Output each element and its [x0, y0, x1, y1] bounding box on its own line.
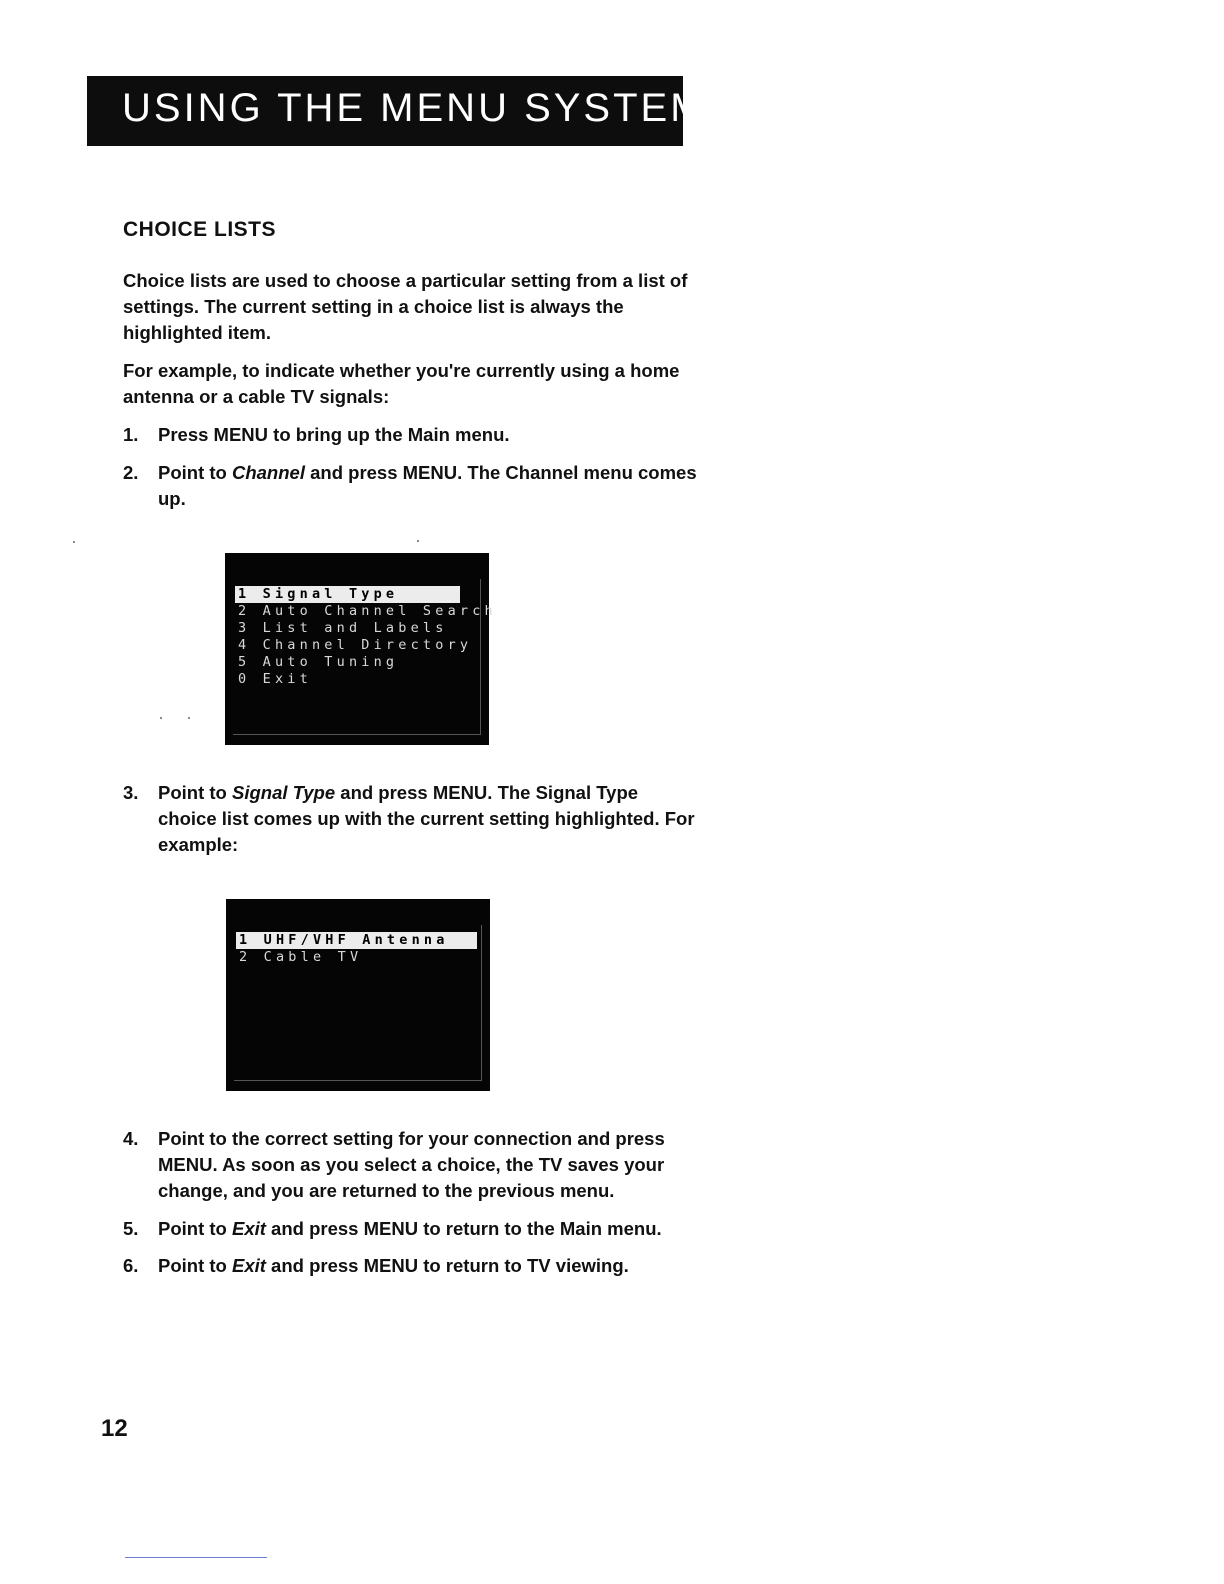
scan-speck	[417, 540, 419, 542]
menu-item-auto-channel-search: 2 Auto Channel Search	[238, 603, 497, 619]
step-number: 1.	[123, 424, 139, 445]
step-text: Point to Exit and press MENU to return to the Main menu.	[158, 1218, 662, 1239]
step-text: Point to Channel and press MENU. The Channel menu comes up.	[158, 462, 697, 509]
step-text: Point to Exit and press MENU to return to TV viewing.	[158, 1255, 629, 1276]
menu-item-signal-type: 1 Signal Type	[235, 586, 460, 603]
channel-menu-screen	[225, 553, 497, 745]
step-text: Point to Signal Type and press MENU. The Signal Type choice list comes up with the current setting highlighted. For example:	[158, 782, 695, 855]
menu-item-list-and-labels: 3 List and Labels	[238, 620, 448, 636]
page-number: 12	[101, 1415, 128, 1442]
footer-rule	[125, 1557, 267, 1558]
step-number: 5.	[123, 1218, 139, 1239]
scan-speck	[73, 541, 75, 543]
step-text: Point to the correct setting for your connection and press MENU. As soon as you select a choice, the TV saves your change, and you are returned to the previous menu.	[158, 1128, 665, 1201]
intro-paragraph-2: For example, to indicate whether you're currently using a home antenna or a cable TV signals:	[123, 360, 680, 407]
menu-item-exit: 0 Exit	[238, 671, 312, 687]
step-number: 2.	[123, 462, 139, 483]
scan-speck	[188, 717, 190, 719]
menu-item-uhf-vhf-antenna: 1 UHF/VHF Antenna	[236, 932, 477, 949]
step-number: 4.	[123, 1128, 139, 1149]
signal-type-menu-screen	[226, 899, 490, 1091]
menu-item-channel-directory: 4 Channel Directory	[238, 637, 473, 653]
step-text: Press MENU to bring up the Main menu.	[158, 424, 510, 445]
chapter-header-bar	[87, 76, 707, 146]
section-heading: CHOICE LISTS	[123, 218, 277, 241]
menu-item-cable-tv: 2 Cable TV	[239, 949, 363, 965]
intro-paragraph-1: Choice lists are used to choose a particular setting from a list of settings. The current setting in a choice list is always the highlighted item.	[123, 270, 688, 343]
step-number: 6.	[123, 1255, 139, 1276]
menu-item-auto-tuning: 5 Auto Tuning	[238, 654, 399, 670]
chapter-title: USING THE MENU SYSTEM	[122, 86, 707, 130]
step-number: 3.	[123, 782, 139, 803]
scan-speck	[160, 717, 162, 719]
